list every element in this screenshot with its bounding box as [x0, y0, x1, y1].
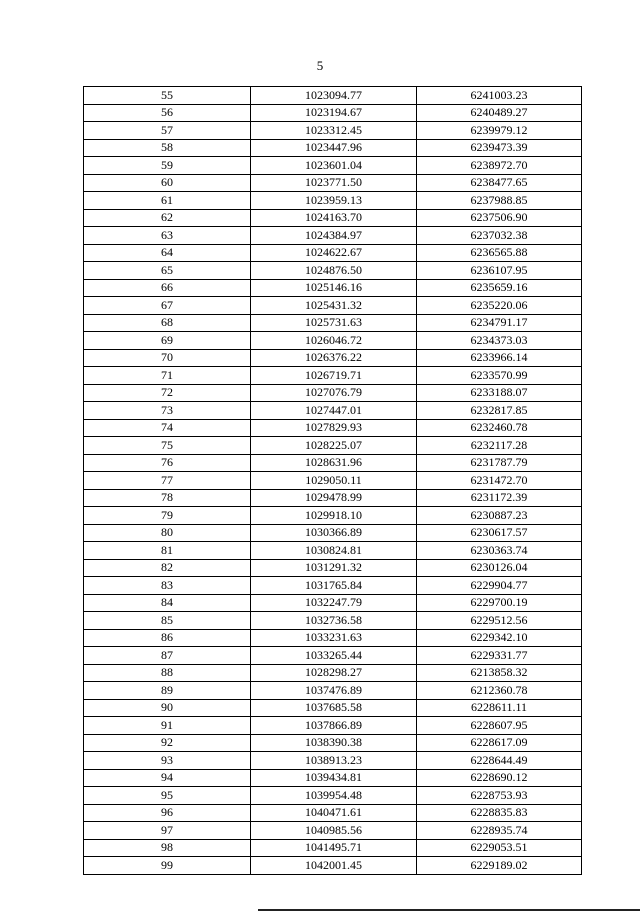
y-coordinate-cell: 6229904.77 — [417, 577, 582, 595]
x-coordinate-cell: 1029918.10 — [251, 507, 417, 525]
table-row — [84, 192, 582, 210]
y-coordinate-cell: 6228935.74 — [417, 822, 582, 840]
x-coordinate-cell: 1027447.01 — [251, 402, 417, 420]
y-coordinate-cell: 6229053.51 — [417, 839, 582, 857]
x-coordinate-cell: 1030824.81 — [251, 542, 417, 560]
x-coordinate-cell: 1041495.71 — [251, 839, 417, 857]
table-row — [84, 699, 582, 717]
x-coordinate-cell: 1023094.77 — [251, 87, 417, 105]
point-number-cell: 97 — [84, 822, 251, 840]
x-coordinate-cell: 1039954.48 — [251, 787, 417, 805]
x-coordinate-cell: 1031765.84 — [251, 577, 417, 595]
x-coordinate-cell: 1027076.79 — [251, 384, 417, 402]
table-row — [84, 349, 582, 367]
x-coordinate-cell: 1024622.67 — [251, 244, 417, 262]
y-coordinate-cell: 6231172.39 — [417, 489, 582, 507]
x-coordinate-cell: 1040985.56 — [251, 822, 417, 840]
point-number-cell: 84 — [84, 594, 251, 612]
coordinates-table — [83, 86, 582, 875]
y-coordinate-cell: 6240489.27 — [417, 104, 582, 122]
x-coordinate-cell: 1037685.58 — [251, 699, 417, 717]
table-row — [84, 559, 582, 577]
table-row — [84, 454, 582, 472]
table-row — [84, 682, 582, 700]
y-coordinate-cell: 6232117.28 — [417, 437, 582, 455]
table-row — [84, 87, 582, 105]
y-coordinate-cell: 6231472.70 — [417, 472, 582, 490]
table-row — [84, 524, 582, 542]
point-number-cell: 59 — [84, 157, 251, 175]
point-number-cell: 90 — [84, 699, 251, 717]
y-coordinate-cell: 6228690.12 — [417, 769, 582, 787]
x-coordinate-cell: 1037476.89 — [251, 682, 417, 700]
x-coordinate-cell: 1031291.32 — [251, 559, 417, 577]
y-coordinate-cell: 6230126.04 — [417, 559, 582, 577]
coordinates-table-body — [84, 87, 582, 875]
y-coordinate-cell: 6234373.03 — [417, 332, 582, 350]
x-coordinate-cell: 1040471.61 — [251, 804, 417, 822]
point-number-cell: 72 — [84, 384, 251, 402]
y-coordinate-cell: 6228644.49 — [417, 752, 582, 770]
x-coordinate-cell: 1023771.50 — [251, 174, 417, 192]
y-coordinate-cell: 6231787.79 — [417, 454, 582, 472]
y-coordinate-cell: 6241003.23 — [417, 87, 582, 105]
y-coordinate-cell: 6239473.39 — [417, 139, 582, 157]
point-number-cell: 55 — [84, 87, 251, 105]
table-row — [84, 489, 582, 507]
point-number-cell: 88 — [84, 664, 251, 682]
y-coordinate-cell: 6239979.12 — [417, 122, 582, 140]
x-coordinate-cell: 1023601.04 — [251, 157, 417, 175]
point-number-cell: 60 — [84, 174, 251, 192]
point-number-cell: 98 — [84, 839, 251, 857]
table-row — [84, 297, 582, 315]
x-coordinate-cell: 1025431.32 — [251, 297, 417, 315]
point-number-cell: 87 — [84, 647, 251, 665]
y-coordinate-cell: 6232460.78 — [417, 419, 582, 437]
point-number-cell: 93 — [84, 752, 251, 770]
x-coordinate-cell: 1037866.89 — [251, 717, 417, 735]
x-coordinate-cell: 1027829.93 — [251, 419, 417, 437]
table-row — [84, 332, 582, 350]
table-row — [84, 437, 582, 455]
point-number-cell: 57 — [84, 122, 251, 140]
x-coordinate-cell: 1023312.45 — [251, 122, 417, 140]
point-number-cell: 95 — [84, 787, 251, 805]
x-coordinate-cell: 1024876.50 — [251, 262, 417, 280]
x-coordinate-cell: 1032736.58 — [251, 612, 417, 630]
y-coordinate-cell: 6229331.77 — [417, 647, 582, 665]
y-coordinate-cell: 6236107.95 — [417, 262, 582, 280]
table-row — [84, 612, 582, 630]
table-row — [84, 244, 582, 262]
point-number-cell: 70 — [84, 349, 251, 367]
x-coordinate-cell: 1030366.89 — [251, 524, 417, 542]
y-coordinate-cell: 6235659.16 — [417, 279, 582, 297]
y-coordinate-cell: 6233188.07 — [417, 384, 582, 402]
x-coordinate-cell: 1033231.63 — [251, 629, 417, 647]
table-row — [84, 629, 582, 647]
point-number-cell: 79 — [84, 507, 251, 525]
table-row — [84, 367, 582, 385]
table-row — [84, 752, 582, 770]
y-coordinate-cell: 6229189.02 — [417, 857, 582, 875]
point-number-cell: 78 — [84, 489, 251, 507]
y-coordinate-cell: 6228617.09 — [417, 734, 582, 752]
y-coordinate-cell: 6228611.11 — [417, 699, 582, 717]
table-row — [84, 804, 582, 822]
point-number-cell: 81 — [84, 542, 251, 560]
point-number-cell: 89 — [84, 682, 251, 700]
y-coordinate-cell: 6229342.10 — [417, 629, 582, 647]
y-coordinate-cell: 6230363.74 — [417, 542, 582, 560]
y-coordinate-cell: 6213858.32 — [417, 664, 582, 682]
table-row — [84, 647, 582, 665]
point-number-cell: 65 — [84, 262, 251, 280]
table-row — [84, 227, 582, 245]
point-number-cell: 92 — [84, 734, 251, 752]
point-number-cell: 66 — [84, 279, 251, 297]
x-coordinate-cell: 1023447.96 — [251, 139, 417, 157]
point-number-cell: 58 — [84, 139, 251, 157]
table-row — [84, 402, 582, 420]
table-row — [84, 472, 582, 490]
x-coordinate-cell: 1038913.23 — [251, 752, 417, 770]
table-row — [84, 839, 582, 857]
x-coordinate-cell: 1029478.99 — [251, 489, 417, 507]
table-row — [84, 104, 582, 122]
point-number-cell: 86 — [84, 629, 251, 647]
point-number-cell: 63 — [84, 227, 251, 245]
x-coordinate-cell: 1026719.71 — [251, 367, 417, 385]
x-coordinate-cell: 1023194.67 — [251, 104, 417, 122]
table-row — [84, 577, 582, 595]
point-number-cell: 85 — [84, 612, 251, 630]
table-row — [84, 769, 582, 787]
x-coordinate-cell: 1039434.81 — [251, 769, 417, 787]
point-number-cell: 67 — [84, 297, 251, 315]
x-coordinate-cell: 1024384.97 — [251, 227, 417, 245]
point-number-cell: 62 — [84, 209, 251, 227]
point-number-cell: 73 — [84, 402, 251, 420]
table-row — [84, 384, 582, 402]
table-row — [84, 857, 582, 875]
point-number-cell: 56 — [84, 104, 251, 122]
y-coordinate-cell: 6238972.70 — [417, 157, 582, 175]
y-coordinate-cell: 6235220.06 — [417, 297, 582, 315]
y-coordinate-cell: 6237506.90 — [417, 209, 582, 227]
y-coordinate-cell: 6229512.56 — [417, 612, 582, 630]
table-row — [84, 209, 582, 227]
y-coordinate-cell: 6232817.85 — [417, 402, 582, 420]
table-row — [84, 664, 582, 682]
point-number-cell: 80 — [84, 524, 251, 542]
point-number-cell: 71 — [84, 367, 251, 385]
y-coordinate-cell: 6228753.93 — [417, 787, 582, 805]
x-coordinate-cell: 1028225.07 — [251, 437, 417, 455]
table-row — [84, 279, 582, 297]
point-number-cell: 61 — [84, 192, 251, 210]
x-coordinate-cell: 1032247.79 — [251, 594, 417, 612]
table-row — [84, 262, 582, 280]
table-row — [84, 174, 582, 192]
y-coordinate-cell: 6230617.57 — [417, 524, 582, 542]
table-row — [84, 507, 582, 525]
table-row — [84, 787, 582, 805]
x-coordinate-cell: 1033265.44 — [251, 647, 417, 665]
x-coordinate-cell: 1038390.38 — [251, 734, 417, 752]
table-row — [84, 419, 582, 437]
y-coordinate-cell: 6228607.95 — [417, 717, 582, 735]
y-coordinate-cell: 6230887.23 — [417, 507, 582, 525]
table-row — [84, 314, 582, 332]
x-coordinate-cell: 1023959.13 — [251, 192, 417, 210]
x-coordinate-cell: 1028298.27 — [251, 664, 417, 682]
x-coordinate-cell: 1028631.96 — [251, 454, 417, 472]
table-row — [84, 717, 582, 735]
x-coordinate-cell: 1029050.11 — [251, 472, 417, 490]
y-coordinate-cell: 6228835.83 — [417, 804, 582, 822]
table-row — [84, 139, 582, 157]
table-row — [84, 542, 582, 560]
y-coordinate-cell: 6236565.88 — [417, 244, 582, 262]
point-number-cell: 76 — [84, 454, 251, 472]
point-number-cell: 83 — [84, 577, 251, 595]
point-number-cell: 75 — [84, 437, 251, 455]
point-number-cell: 96 — [84, 804, 251, 822]
y-coordinate-cell: 6229700.19 — [417, 594, 582, 612]
y-coordinate-cell: 6233570.99 — [417, 367, 582, 385]
y-coordinate-cell: 6238477.65 — [417, 174, 582, 192]
table-row — [84, 122, 582, 140]
y-coordinate-cell: 6237988.85 — [417, 192, 582, 210]
point-number-cell: 82 — [84, 559, 251, 577]
y-coordinate-cell: 6237032.38 — [417, 227, 582, 245]
x-coordinate-cell: 1026376.22 — [251, 349, 417, 367]
point-number-cell: 68 — [84, 314, 251, 332]
table-row — [84, 594, 582, 612]
y-coordinate-cell: 6212360.78 — [417, 682, 582, 700]
x-coordinate-cell: 1025146.16 — [251, 279, 417, 297]
point-number-cell: 99 — [84, 857, 251, 875]
x-coordinate-cell: 1025731.63 — [251, 314, 417, 332]
point-number-cell: 74 — [84, 419, 251, 437]
point-number-cell: 69 — [84, 332, 251, 350]
point-number-cell: 64 — [84, 244, 251, 262]
x-coordinate-cell: 1042001.45 — [251, 857, 417, 875]
point-number-cell: 91 — [84, 717, 251, 735]
x-coordinate-cell: 1026046.72 — [251, 332, 417, 350]
table-row — [84, 822, 582, 840]
bottom-rule — [258, 909, 640, 911]
y-coordinate-cell: 6233966.14 — [417, 349, 582, 367]
table-row — [84, 157, 582, 175]
point-number-cell: 94 — [84, 769, 251, 787]
point-number-cell: 77 — [84, 472, 251, 490]
y-coordinate-cell: 6234791.17 — [417, 314, 582, 332]
table-row — [84, 734, 582, 752]
page-number: 5 — [316, 58, 324, 73]
x-coordinate-cell: 1024163.70 — [251, 209, 417, 227]
